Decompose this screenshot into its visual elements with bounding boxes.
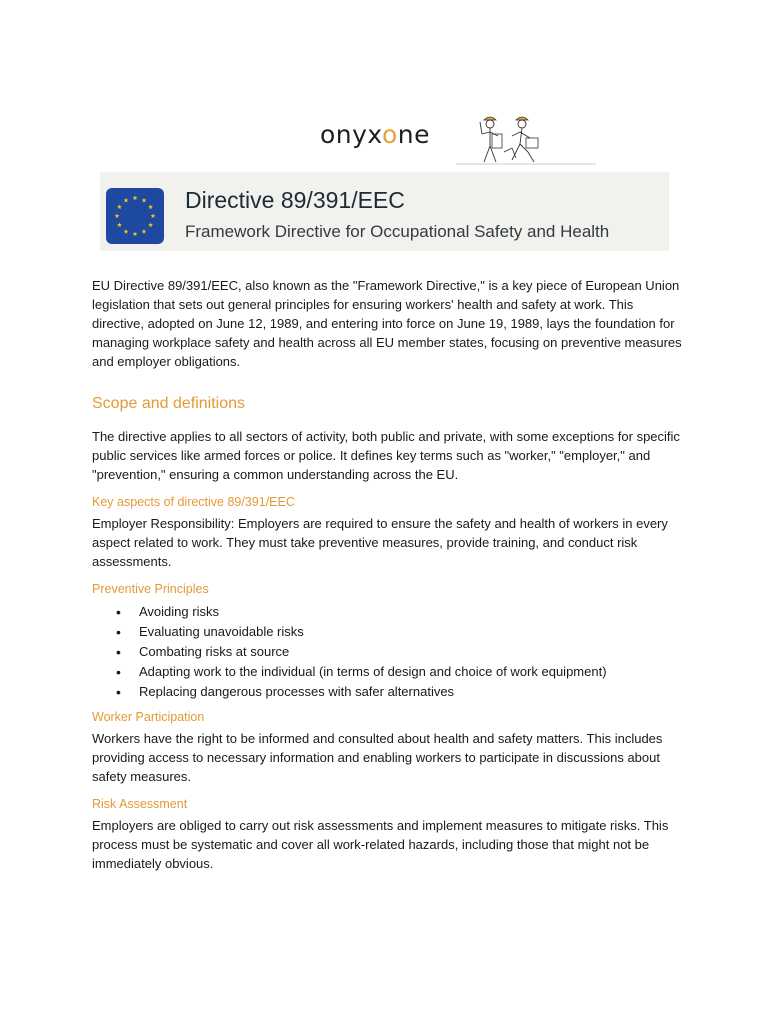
onyxone-logo bbox=[320, 120, 430, 149]
key-aspects-heading: Key aspects of directive 89/391/EEC bbox=[92, 495, 295, 509]
risk-assessment-paragraph: Employers are obliged to carry out risk assessments and implement measures to mitigate risks. This process must be systematic and cover all work-related hazards, including those that might not be immediately obvious. bbox=[92, 818, 669, 871]
logo-prefix: onyx bbox=[320, 120, 382, 149]
directive-subtitle: Framework Directive for Occupational Safety and Health bbox=[185, 222, 610, 241]
logo-suffix: ne bbox=[397, 120, 430, 149]
list-item: • Combating risks at source bbox=[92, 642, 682, 662]
worker-participation-paragraph: Workers have the right to be informed and consulted about health and safety matters. This includes providing access to necessary information and enabling workers to participate in discussions about safety measures. bbox=[92, 731, 663, 784]
preventive-principles-heading: Preventive Principles bbox=[92, 582, 209, 596]
eu-flag-icon bbox=[106, 188, 164, 244]
list-item: • Adapting work to the individual (in terms of design and choice of work equipment) bbox=[92, 662, 682, 682]
scope-heading: Scope and definitions bbox=[92, 395, 245, 412]
employer-responsibility-paragraph: Employer Responsibility: Employers are required to ensure the safety and health of workers in every aspect related to work. They must take preventive measures, provide training, and conduct risk assessments. bbox=[92, 516, 668, 569]
directive-title: Directive 89/391/EEC bbox=[185, 187, 405, 213]
workers-illustration-icon bbox=[456, 112, 598, 168]
header-logo bbox=[318, 110, 598, 170]
risk-assessment-heading: Risk Assessment bbox=[92, 797, 188, 811]
directive-banner bbox=[100, 172, 669, 251]
list-item: • Avoiding risks bbox=[92, 602, 682, 622]
intro-paragraph: EU Directive 89/391/EEC, also known as the "Framework Directive," is a key piece of European Union legislation that sets out general principles for ensuring workers' health and safety at work. This directive, adopted on June 12, 1989, and entering into force on June 19, 1989, lays the foundation for managing workplace safety and health across all EU member states, focusing on preventive measures and employer obligations. bbox=[92, 278, 682, 369]
worker-participation-heading: Worker Participation bbox=[92, 710, 205, 724]
logo-o: o bbox=[381, 120, 398, 149]
scope-paragraph: The directive applies to all sectors of activity, both public and private, with some exceptions for specific public services like armed forces or police. It defines key terms such as "worker," "employer," and "prevention," ensuring a common understanding across the EU. bbox=[92, 429, 680, 482]
list-item: • Evaluating unavoidable risks bbox=[92, 622, 682, 642]
preventive-principles-list bbox=[92, 602, 682, 702]
document-body bbox=[92, 276, 682, 873]
list-item: • Replacing dangerous processes with safer alternatives bbox=[92, 682, 682, 702]
